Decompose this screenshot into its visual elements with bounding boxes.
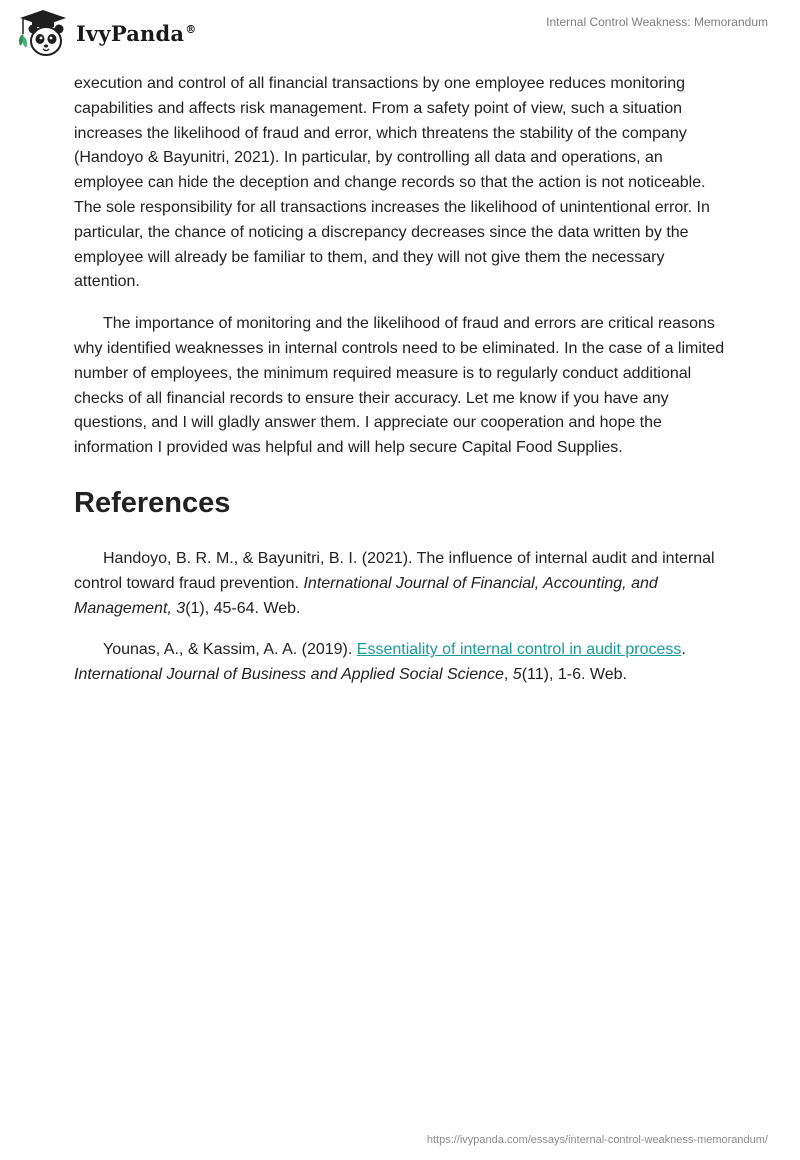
running-title: Internal Control Weakness: Memorandum (546, 15, 768, 29)
reference-authors: Younas, A., & Kassim, A. A. (2019). (103, 641, 357, 659)
reference-journal: International Journal of Financial, Accounting, and Management, 3 (74, 574, 658, 617)
reference-journal: International Journal of Business and Applied Social Science (74, 666, 504, 684)
panda-logo-icon (14, 8, 72, 58)
body-paragraph: The importance of monitoring and the likelihood of fraud and errors are critical reasons why identified weaknesses in internal controls need to be eliminated. In the case of a limited number of employees, the minimum required measure is to regularly conduct additional checks of all financial records to ensure their accuracy. Let me know if you have any questions, and I will gladly answer them. I appreciate our cooperation and hope the information I provided was helpful and will help secure Capital Food Supplies. (74, 315, 725, 457)
reference-volume: 5 (512, 666, 522, 684)
reference-tail: (1), 45-64. Web. (185, 599, 301, 617)
source-url: https://ivypanda.com/essays/internal-control-weakness-memorandum/ (426, 1134, 768, 1146)
reference-link[interactable]: Essentiality of internal control in audit process (356, 641, 682, 659)
ivypanda-logo[interactable] (14, 8, 196, 58)
reference-entry: Younas, A., & Kassim, A. A. (2019). Essentiality of internal control in audit process. International Journal of Business and Applied Social Science, 5(11), 1-6. Web. (74, 641, 686, 684)
reference-authors: Handoyo, B. R. M., & Bayunitri, B. I. (2021). The influence of internal audit and internal control toward fraud prevention. (74, 549, 715, 592)
logo-wordmark: IvyPanda® (76, 20, 197, 46)
reference-entry (74, 547, 726, 621)
essay-content (74, 72, 726, 688)
reference-tail: (11), 1-6. Web. (521, 666, 627, 684)
references-heading: References (74, 486, 231, 519)
page-header (0, 0, 800, 70)
body-paragraph: execution and control of all financial transactions by one employee reduces monitoring capabilities and affects risk management. From a safety point of view, such a situation increases the likelihood of fraud and error, which threatens the stability of the company (Handoyo & Bayunitri, 2021). In particular, by controlling all data and operations, an employee can hide the deception and change records so that the action is not noticeable. The sole responsibility for all transactions increases the likelihood of unintentional error. In particular, the chance of noticing a discrepancy decreases since the data written by the employee will already be familiar to them, and they will not give them the necessary attention. (74, 75, 710, 291)
